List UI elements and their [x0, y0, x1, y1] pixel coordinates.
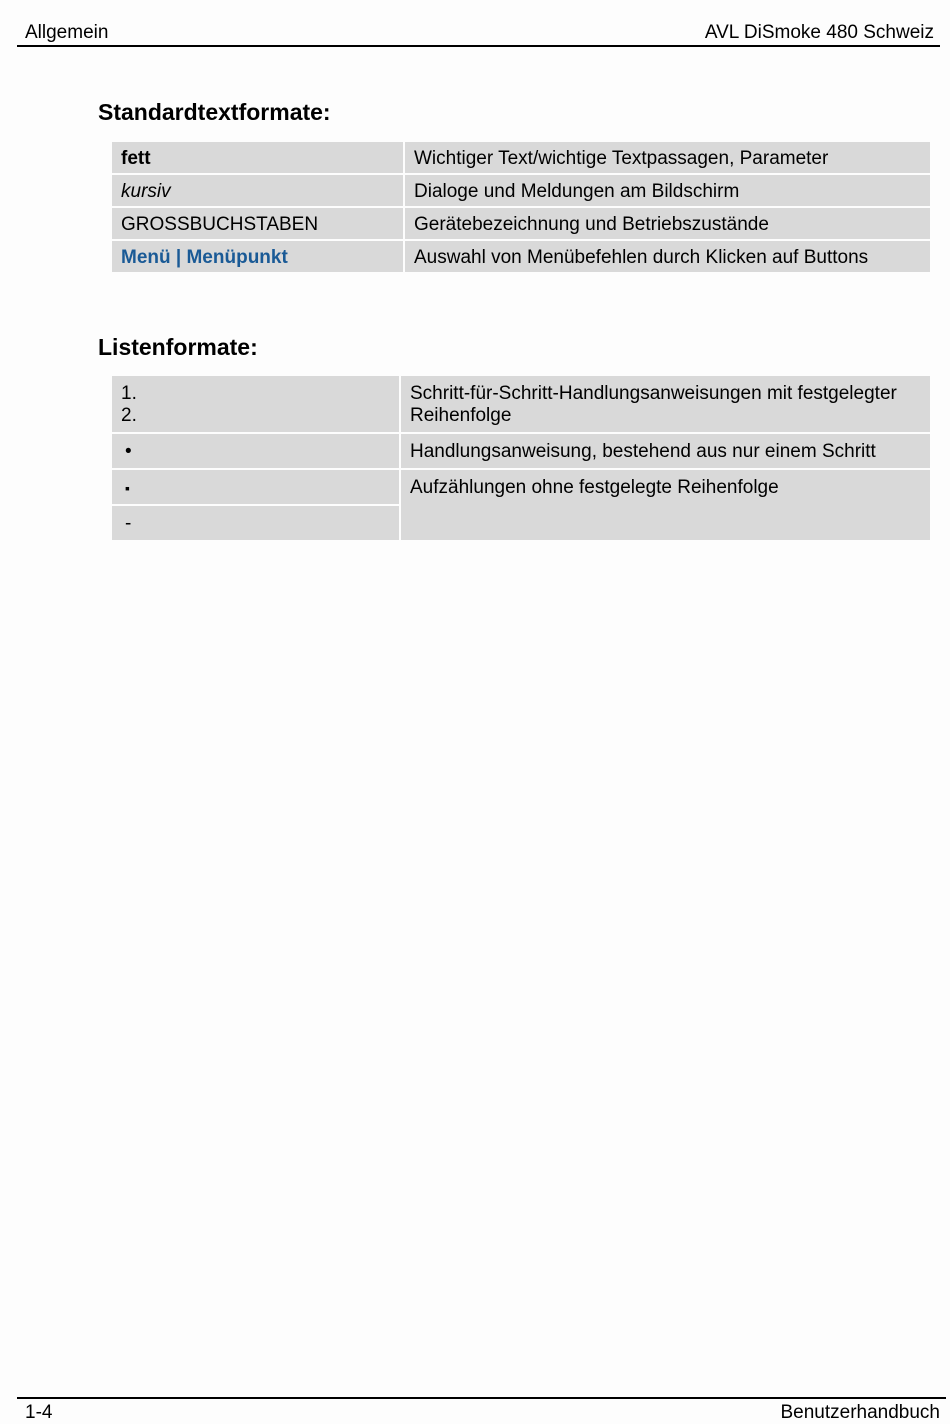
dash-marker-cell [111, 505, 400, 541]
numbered-marker-1: 1. [121, 383, 137, 404]
table-row [111, 207, 931, 240]
format-bold: fett [111, 141, 404, 174]
format-description: Gerätebezeichnung und Betriebszustände [404, 207, 931, 240]
format-italic: kursiv [111, 174, 404, 207]
format-uppercase: GROSSBUCHSTABEN [111, 207, 404, 240]
list-description: Schritt-für-Schritt-Handlungsanweisungen mit festgelegter Reihenfolge [400, 375, 931, 433]
bullet-marker-cell [111, 433, 400, 469]
standard-formats-table [110, 140, 932, 274]
numbered-marker-cell [111, 375, 400, 433]
header-product: AVL DiSmoke 480 Schweiz [704, 22, 934, 43]
page-header [17, 0, 940, 47]
dash-marker: - [125, 513, 132, 534]
table-row [111, 240, 931, 273]
standard-formats-title: Standardtextformate: [98, 99, 331, 125]
table-row [111, 469, 931, 505]
list-formats-title: Listenformate: [98, 334, 258, 360]
table-row [111, 174, 931, 207]
table-row [111, 141, 931, 174]
table-row [111, 433, 931, 469]
list-formats-table [110, 374, 932, 542]
format-description: Dialoge und Meldungen am Bildschirm [404, 174, 931, 207]
format-menu: Menü | Menüpunkt [111, 240, 404, 273]
page-number: 1-4 [25, 1402, 53, 1423]
list-description: Handlungsanweisung, bestehend aus nur einem Schritt [400, 433, 931, 469]
header-section: Allgemein [25, 22, 109, 43]
format-description: Auswahl von Menübefehlen durch Klicken auf Buttons [404, 240, 931, 273]
footer-document-name: Benutzerhandbuch [780, 1402, 940, 1423]
table-row [111, 375, 931, 433]
square-marker-cell [111, 469, 400, 505]
format-description: Wichtiger Text/wichtige Textpassagen, Parameter [404, 141, 931, 174]
page-footer [17, 1397, 946, 1424]
list-description: Aufzählungen ohne festgelegte Reihenfolge [400, 469, 931, 541]
numbered-marker-2: 2. [121, 405, 137, 426]
square-marker: ▪ [125, 480, 130, 496]
bullet-marker: • [125, 441, 132, 462]
